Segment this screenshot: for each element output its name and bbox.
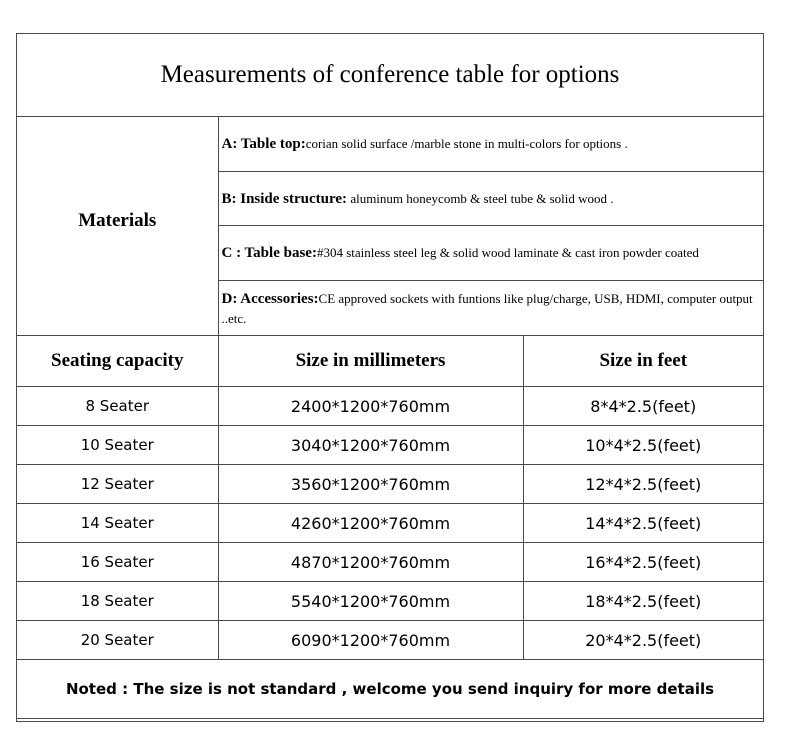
seating-cell: 16 Seater	[17, 543, 218, 582]
seating-cell: 14 Seater	[17, 504, 218, 543]
material-d	[218, 281, 763, 336]
seating-cell: 20 Seater	[17, 621, 218, 660]
material-key: A: Table top:	[221, 136, 306, 152]
table-row	[17, 621, 763, 660]
size-mm-cell: 5540*1200*760mm	[218, 582, 523, 621]
material-text: aluminum honeycomb & steel tube & solid wood .	[347, 190, 614, 206]
material-text: corian solid surface /marble stone in multi-colors for options .	[305, 136, 628, 151]
table-row	[17, 504, 763, 543]
size-feet-cell: 20*4*2.5(feet)	[523, 621, 763, 660]
material-c	[218, 226, 763, 281]
size-mm-cell: 4260*1200*760mm	[218, 504, 523, 543]
size-feet-cell: 16*4*2.5(feet)	[523, 543, 763, 582]
material-key: D: Accessories:	[221, 290, 319, 307]
table-row	[17, 426, 763, 465]
note-row	[17, 660, 763, 719]
material-row	[17, 117, 763, 172]
size-mm-cell: 6090*1200*760mm	[218, 621, 523, 660]
footer-note: Noted : The size is not standard , welcome you send inquiry for more details	[17, 660, 763, 719]
size-mm-cell: 2400*1200*760mm	[218, 387, 523, 426]
table-row	[17, 387, 763, 426]
material-text: #304 stainless steel leg & solid wood laminate & cast iron powder coated	[316, 245, 699, 260]
size-feet-cell: 18*4*2.5(feet)	[523, 582, 763, 621]
seating-cell: 8 Seater	[17, 387, 218, 426]
header-size-feet: Size in feet	[523, 336, 763, 387]
size-feet-cell: 12*4*2.5(feet)	[523, 465, 763, 504]
table-row	[17, 582, 763, 621]
material-text: CE approved sockets with funtions like plug/charge, USB, HDMI, computer output ..etc.	[221, 290, 753, 326]
seating-cell: 18 Seater	[17, 582, 218, 621]
seating-cell: 10 Seater	[17, 426, 218, 465]
table-row	[17, 543, 763, 582]
table-header	[17, 336, 763, 387]
size-mm-cell: 3560*1200*760mm	[218, 465, 523, 504]
spec-table	[17, 34, 763, 719]
title-row	[17, 34, 763, 117]
size-feet-cell: 14*4*2.5(feet)	[523, 504, 763, 543]
header-seating-capacity: Seating capacity	[17, 336, 218, 387]
material-key: C : Table base:	[221, 245, 317, 261]
size-mm-cell: 3040*1200*760mm	[218, 426, 523, 465]
material-a	[218, 117, 763, 172]
size-feet-cell: 8*4*2.5(feet)	[523, 387, 763, 426]
page-title: Measurements of conference table for options	[17, 34, 763, 117]
table-row	[17, 465, 763, 504]
material-key: B: Inside structure:	[221, 190, 348, 207]
header-size-mm: Size in millimeters	[218, 336, 523, 387]
seating-cell: 12 Seater	[17, 465, 218, 504]
size-mm-cell: 4870*1200*760mm	[218, 543, 523, 582]
size-feet-cell: 10*4*2.5(feet)	[523, 426, 763, 465]
materials-label: Materials	[17, 117, 218, 336]
material-b	[218, 172, 763, 226]
spec-sheet	[16, 33, 764, 722]
